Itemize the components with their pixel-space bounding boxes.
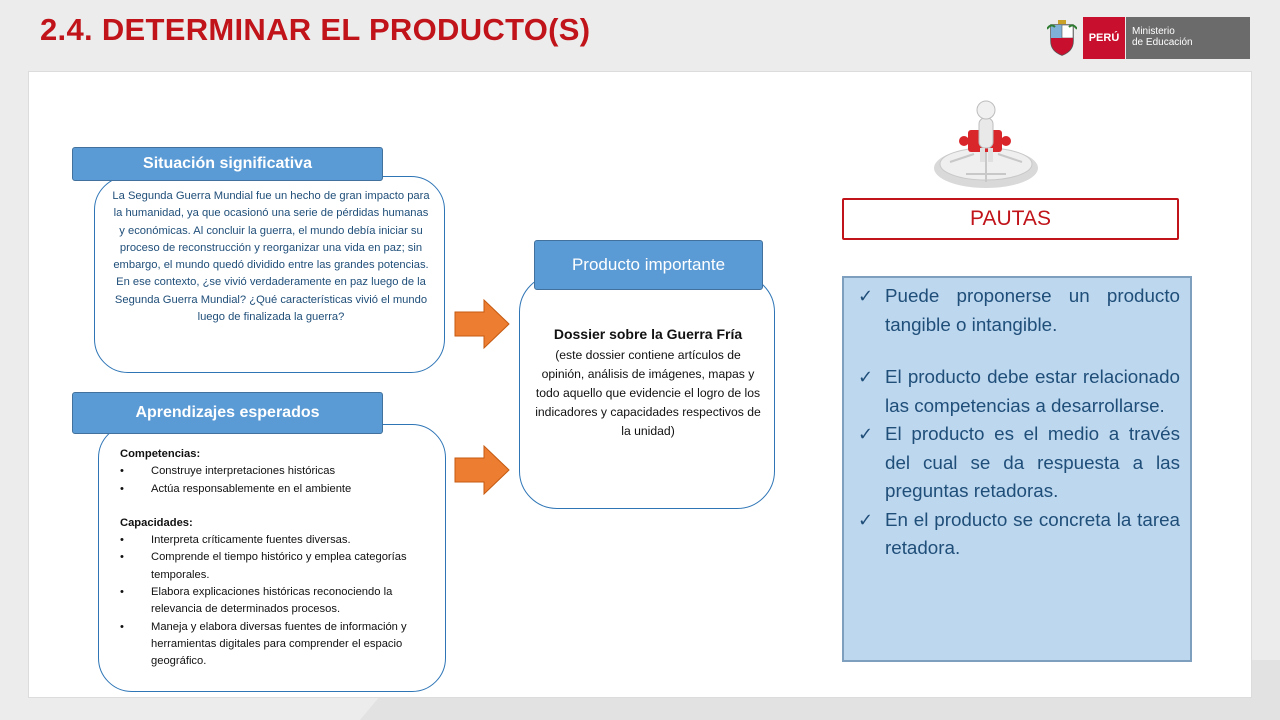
- ministry-line-1: Ministerio: [1132, 26, 1175, 37]
- right-arrow-icon: [454, 445, 510, 495]
- aprendizajes-header: Aprendizajes esperados: [72, 392, 383, 434]
- pauta-text: El producto es el medio a través del cual se da respuesta a las preguntas retadoras.: [885, 423, 1180, 501]
- list-item: • Maneja y elabora diversas fuentes de información y herramientas digitales para comprender el espacio geográfico.: [120, 619, 436, 671]
- list-item: [858, 363, 1180, 420]
- puzzle-person-icon: [930, 96, 1042, 194]
- check-icon: ✓: [858, 509, 874, 530]
- check-icon: ✓: [858, 286, 874, 306]
- producto-header: Producto importante: [534, 240, 763, 290]
- list-item: • Actúa responsablemente en el ambiente: [120, 481, 436, 498]
- right-arrow-icon: [454, 299, 510, 349]
- pauta-text: En el producto se concreta la tarea retadora.: [885, 508, 1180, 558]
- capacidades-title: Capacidades:: [120, 516, 193, 529]
- situacion-header: Situación significativa: [72, 147, 383, 181]
- pautas-list: [858, 282, 1180, 563]
- pauta-text: Puede proponerse un producto tangible o intangible.: [885, 285, 1180, 335]
- ministry-line-2: de Educación: [1132, 37, 1193, 48]
- list-item: • Construye interpretaciones históricas: [120, 463, 436, 480]
- check-icon: ✓: [858, 367, 874, 387]
- pauta-text: El producto debe estar relacionado las competencias a desarrollarse.: [885, 366, 1180, 416]
- competencias-list: [120, 463, 436, 498]
- ministry-label: [1126, 17, 1250, 59]
- producto-content: [534, 322, 762, 441]
- list-item: • Interpreta críticamente fuentes diversas.: [120, 532, 436, 549]
- competencias-title: Competencias:: [120, 448, 201, 460]
- page-title: 2.4. DETERMINAR EL PRODUCTO(S): [40, 12, 591, 47]
- aprendizajes-content: [120, 446, 436, 671]
- coat-of-arms-icon: [1044, 17, 1080, 59]
- pautas-box: [842, 276, 1192, 662]
- list-item: [858, 282, 1180, 339]
- list-item: • Comprende el tiempo histórico y emplea categorías temporales.: [120, 549, 436, 584]
- ministry-logo: [1044, 17, 1250, 59]
- pautas-title: PAUTAS: [842, 198, 1179, 240]
- producto-title: Dossier sobre la Guerra Fría: [553, 326, 743, 342]
- producto-description: (este dossier contiene artículos de opinión, análisis de imágenes, mapas y todo aquello que evidencie el logro de los indicadores y capacidades respectivos de la unidad): [535, 348, 761, 438]
- check-icon: ✓: [858, 424, 874, 444]
- list-item: [858, 506, 1180, 563]
- situacion-text: La Segunda Guerra Mundial fue un hecho de gran impacto para la humanidad, ya que ocasionó una serie de pérdidas humanas y económicas. Al concluir la guerra, el mundo debía iniciar su proceso de reconstrucción y reorganizar una vida en paz; sin embargo, el mundo quedó dividido entre las grandes potencias. En ese contexto, ¿se vivió verdaderamente en paz luego de la Segunda Guerra Mundial? ¿Qué características vivió el mundo luego de finalizada la guerra?: [112, 190, 430, 324]
- list-item: • Elabora explicaciones históricas reconociendo la relevancia de determinados procesos.: [120, 584, 436, 619]
- capacidades-list: [120, 532, 436, 670]
- peru-label: PERÚ: [1083, 17, 1125, 59]
- list-item: [858, 420, 1180, 506]
